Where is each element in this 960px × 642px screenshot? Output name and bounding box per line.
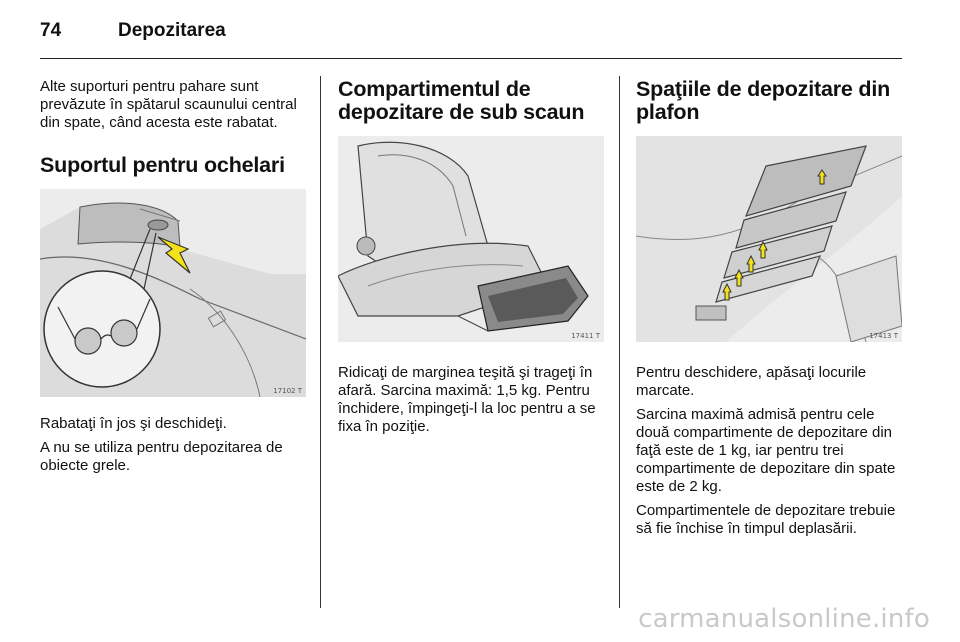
- section-heading-ceiling-storage: Spaţiile de depozitare din plafon: [636, 77, 891, 124]
- column-3: [636, 78, 902, 544]
- instruction-paragraph: Pentru deschidere, apăsaţi locurile marcate.: [636, 364, 867, 399]
- figure-underseat-compartment: [338, 136, 604, 342]
- figure-code: 17413 T: [869, 332, 898, 340]
- intro-paragraph: Alte suporturi pentru pahare sunt prevăzute în spătarul scaunului central din spate, când acesta este rabatat.: [40, 78, 297, 131]
- page-number: 74: [40, 20, 62, 41]
- figure-ceiling-storage: [636, 136, 902, 342]
- figure-code: 17411 T: [571, 332, 600, 340]
- column-divider: [320, 76, 321, 608]
- figure-glasses-holder: [40, 189, 306, 397]
- column-1: [40, 78, 306, 481]
- load-limit-paragraph: Sarcina maximă admisă pentru cele două compartimente de depozitare din faţă este de 1 kg, iar pentru trei compartimente de depozitare din spate este de 2 kg.: [636, 406, 896, 495]
- instruction-paragraph: Rabataţi în jos şi deschideţi.: [40, 415, 227, 432]
- safety-paragraph: Compartimentele de depozitare trebuie să fie închise în timpul deplasării.: [636, 502, 896, 537]
- chapter-title: Depozitarea: [118, 20, 226, 41]
- section-heading-glasses-holder: Suportul pentru ochelari: [40, 153, 285, 177]
- column-2: [338, 78, 604, 442]
- watermark: carmanualsonline.info: [638, 604, 930, 634]
- page-header: [40, 18, 902, 58]
- glasses-holder-illustration: [40, 189, 306, 397]
- warning-paragraph: A nu se utiliza pentru depozitarea de obiecte grele.: [40, 439, 283, 474]
- figure-code: 17102 T: [273, 387, 302, 395]
- header-rule: [40, 58, 902, 59]
- underseat-drawer-illustration: [338, 136, 604, 342]
- ceiling-storage-illustration: [636, 136, 902, 342]
- column-divider: [619, 76, 620, 608]
- section-heading-underseat-compartment: Compartimentul de depozitare de sub scaun: [338, 77, 585, 124]
- instruction-paragraph: Ridicaţi de marginea teşită şi trageţi în afară. Sarcina maximă: 1,5 kg. Pentru închidere, împingeţi-l la loc pentru a se fixa în poziţie.: [338, 364, 596, 435]
